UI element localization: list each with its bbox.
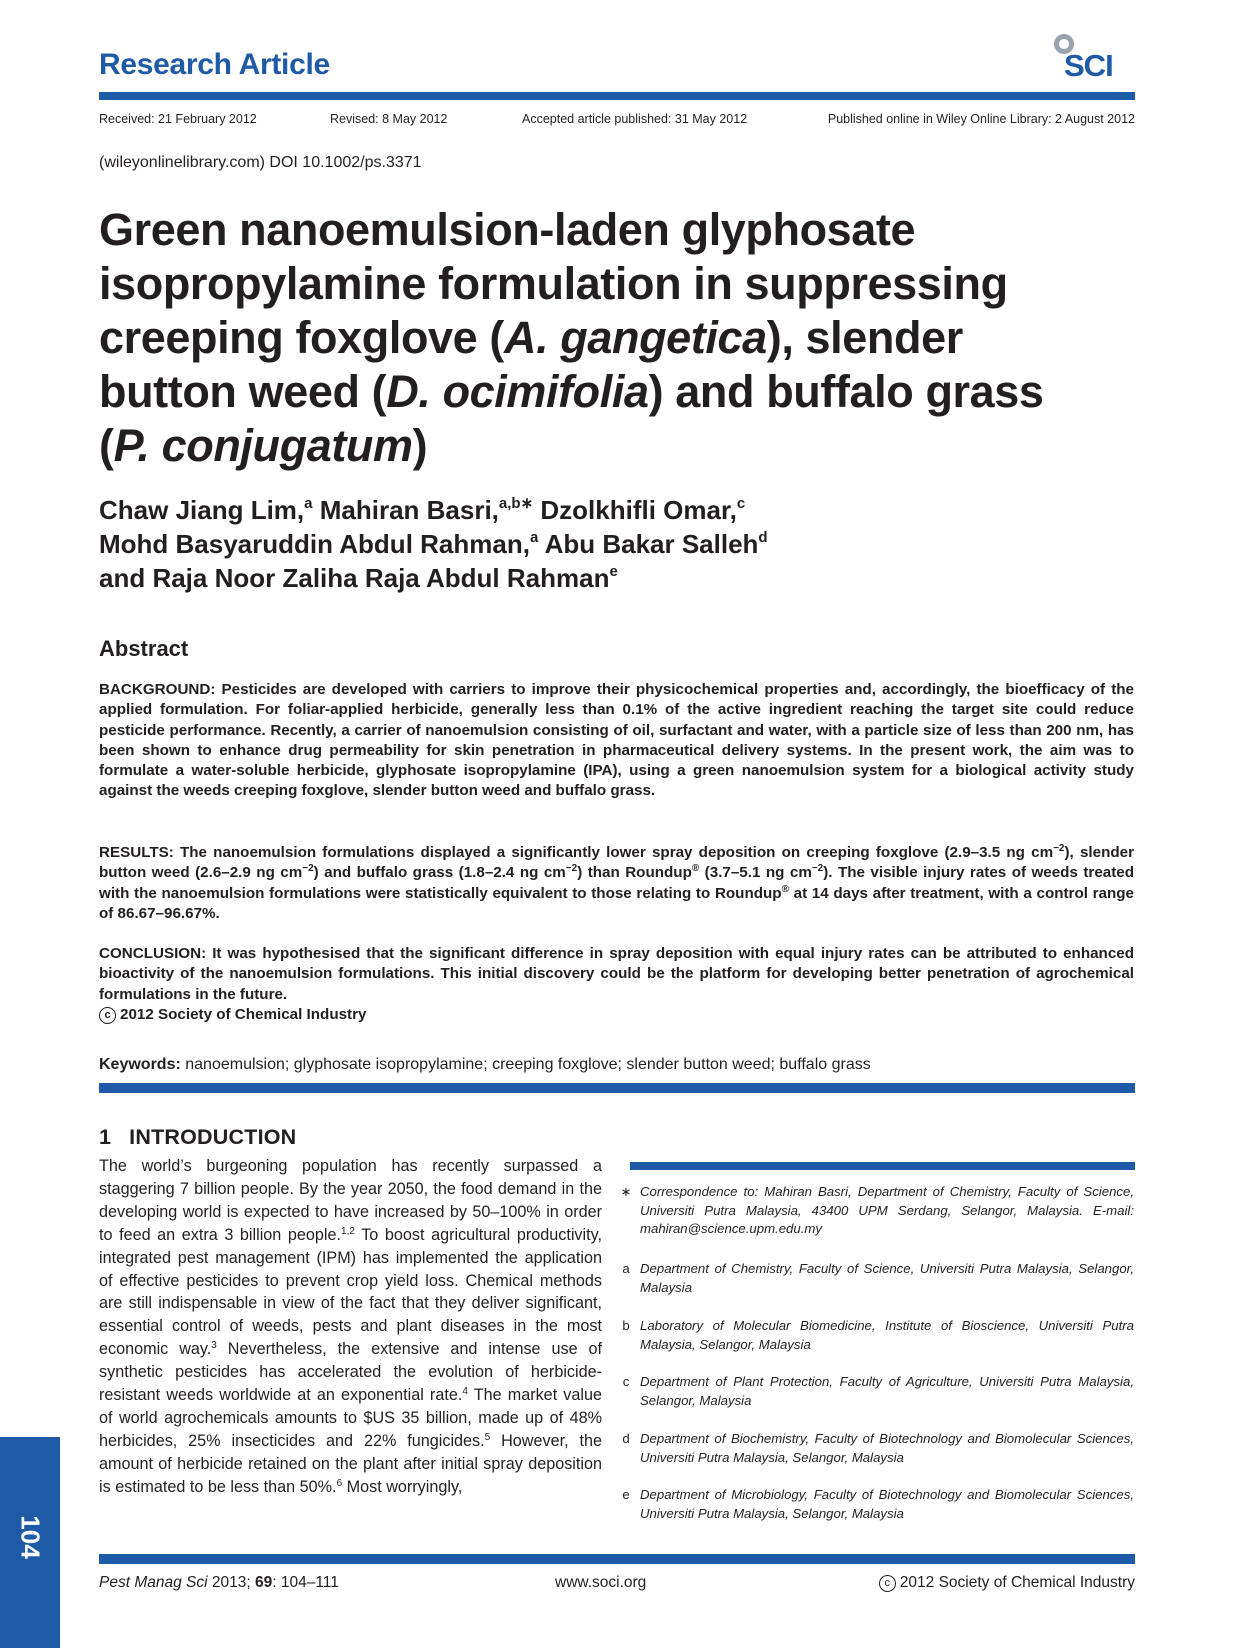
species-name: D. ocimifolia [386,366,649,417]
affiliation-marker: c [736,495,746,512]
header-rule [99,92,1135,100]
author: Mohd Basyaruddin Abdul Rahman, [99,529,530,559]
note-key: a [622,1261,630,1276]
article-title [99,203,1139,473]
affiliation-c: c Department of Plant Protection, Faculty of Agriculture, Universiti Putra Malaysia, Selangor, Malaysia [640,1373,1134,1410]
page-number: 104 [15,1515,46,1559]
title-line: (P. conjugatum) [99,420,428,471]
citation: 3 [211,1340,217,1352]
copyright-icon: c [879,1575,896,1592]
affiliation-marker: a [529,529,539,546]
citation: 1,2 [341,1225,355,1237]
note-key: e [622,1487,630,1502]
keywords-text: nanoemulsion; glyphosate isopropylamine; creeping foxglove; slender button weed; buffalo grass [180,1056,871,1073]
footer-copyright: c 2012 Society of Chemical Industry [879,1574,1135,1592]
introduction-body: The world’s burgeoning population has recently surpassed a staggering 7 billion people. By the year 2050, the food demand in the developing world is expected to have increased by 50–100% in order to feed an extra 3 billion people.$^{1,2}$ To boost agricultural productivity, integrated pest management (IPM) has implemented the application of effective pesticides to prevent crop yield loss. Chemical methods are still indispensable in view of the fact that they deliver significant, essential control of weeds, pests and plant diseases in the most economic way.$^3$ Nevertheless, the extensive and intense use of synthetic pesticides has accelerated the evolution of herbicide-resistant weeds worldwide at an exponential rate.$^4$ The market value of world agrochemicals amounts to $US 35 billion, made up of 48% herbicides, 25% insecticides and 22% fungicides.$^5$ However, the amount of herbicide retained on the plant after initial spray deposition is estimated to be less than 50%.$^6$ Most worryingly, [99,1157,602,1496]
copyright-icon: c [99,1007,116,1024]
note-key: d [622,1431,630,1446]
footer-rule [99,1554,1135,1564]
affiliation-e: e Department of Microbiology, Faculty of Biotechnology and Biomolecular Sciences, Universiti Putra Malaysia, Selangor, Malaysia [640,1486,1134,1523]
note-key: ∗ [620,1184,632,1199]
accepted-date: Accepted article published: 31 May 2012 [522,112,748,126]
abstract-background: BACKGROUND: Pesticides are developed with carriers to improve their physicochemical properties and, accordingly, the bioefficacy of the applied formulation. For foliar-applied herbicide, generally less than 0.1% of the active ingredient reaching the target site could reduce pesticide performance. Recently, a carrier of nanoemulsion consisting of oil, surfactant and water, with a particle size of less than 200 nm, has been shown to enhance drug permeability for skin penetration in pharmaceutical delivery systems. In the present work, the aim was to formulate a water-soluble herbicide, glyphosate isopropylamine (IPA), using a green nanoemulsion system for a biological activity study against the weeds creeping foxglove, slender button weed and buffalo grass. [99,681,1134,800]
author: and Raja Noor Zaliha Raja Abdul Rahman [99,563,610,593]
species-name: P. conjugatum [113,420,413,471]
footer-citation: Pest Manag Sci 2013; 69: 104–111 [99,1574,339,1591]
keywords-label: Keywords: [99,1056,181,1073]
logo-text: SCI [1064,48,1113,83]
title-line: isopropylamine formulation in suppressing [99,258,1008,309]
affiliation-marker: e [609,563,618,580]
author: Chaw Jiang Lim, [99,495,305,525]
journal-name: Pest Manag Sci [99,1574,208,1591]
volume: 69 [254,1574,273,1591]
affiliation-marker: d [758,529,768,546]
citation: 4 [462,1386,468,1398]
abstract-results: RESULTS: The nanoemulsion formulations displayed a significantly lower spray deposition on creeping foxglove (2.9–3.5 ng $cm^{-2}$), slender button weed (2.6–2.9 ng $cm^{-2}$) and buffalo grass (1.8–2.4 ng $cm^{-2}$) than Roundup® (3.7–5.1 ng $cm^{-2}$). The visible injury rates of weeds treated with the nanoemulsion formulations were statistically equivalent to those relating to Roundup® at 14 days after treatment, with a control range of 86.67–96.67%. [99,843,1135,922]
author: Abu Bakar Salleh [544,529,759,559]
author: Dzolkhifli Omar, [540,495,737,525]
footer-website[interactable]: www.soci.org [555,1574,647,1591]
keywords [99,1056,1139,1074]
section-label: Research Article [99,48,330,81]
revised-date: Revised: 8 May 2012 [330,112,448,126]
species-name: A. gangetica [503,312,767,363]
received-date: Received: 21 February 2012 [99,112,257,126]
affiliation-d: d Department of Biochemistry, Faculty of Biotechnology and Biomolecular Sciences, Universiti Putra Malaysia, Selangor, Malaysia [640,1430,1134,1467]
doi[interactable]: (wileyonlinelibrary.com) DOI 10.1002/ps.3371 [99,154,422,171]
affiliation-b: b Laboratory of Molecular Biomedicine, Institute of Bioscience, Universiti Putra Malaysia, Selangor, Malaysia [640,1317,1134,1354]
page-number-tab [0,1437,60,1648]
citation: 5 [484,1431,491,1443]
published-date: Published online in Wiley Online Library: 2 August 2012 [827,112,1135,126]
note-key: b [622,1318,630,1333]
section-number: 1 [99,1125,112,1149]
affiliation-a: a Department of Chemistry, Faculty of Science, Universiti Putra Malaysia, Selangor, Malaysia [640,1260,1134,1297]
abstract-heading: Abstract [99,636,189,661]
notes-rule [630,1162,1135,1170]
citation: 6 [336,1477,343,1489]
abstract-rule [99,1083,1135,1093]
abstract-conclusion: CONCLUSION: It was hypothesised that the significant difference in spray deposition with equal injury rates can be attributed to enhanced bioactivity of the nanoemulsion formulations. This initial discovery could be the platform for developing better penetration of agrochemical formulations in the future. c 2012 Society of Chemical Industry [99,944,1134,1025]
author-list [99,493,1099,595]
abstract-copyright: c 2012 Society of Chemical Industry [99,1005,1134,1025]
title-line: Green nanoemulsion-laden glyphosate [99,204,916,255]
introduction-heading: 1 INTRODUCTION [99,1125,297,1149]
note-key: c [622,1374,630,1389]
sci-logo [1050,28,1130,84]
affiliation-marker: a [304,495,313,512]
correspondence-note: ∗ Correspondence to: Mahiran Basri, Department of Chemistry, Faculty of Science, Universiti Putra Malaysia, 43400 UPM Serdang, Selangor, Malaysia. E-mail: mahiran@science.upm.edu.my [620,1184,1134,1236]
author: Mahiran Basri, [319,495,499,525]
title-line: button weed (D. ocimifolia) and buffalo grass [99,366,1044,417]
affiliation-marker: a,b∗ [498,495,534,512]
title-line: creeping foxglove (A. gangetica), slender [99,312,963,363]
